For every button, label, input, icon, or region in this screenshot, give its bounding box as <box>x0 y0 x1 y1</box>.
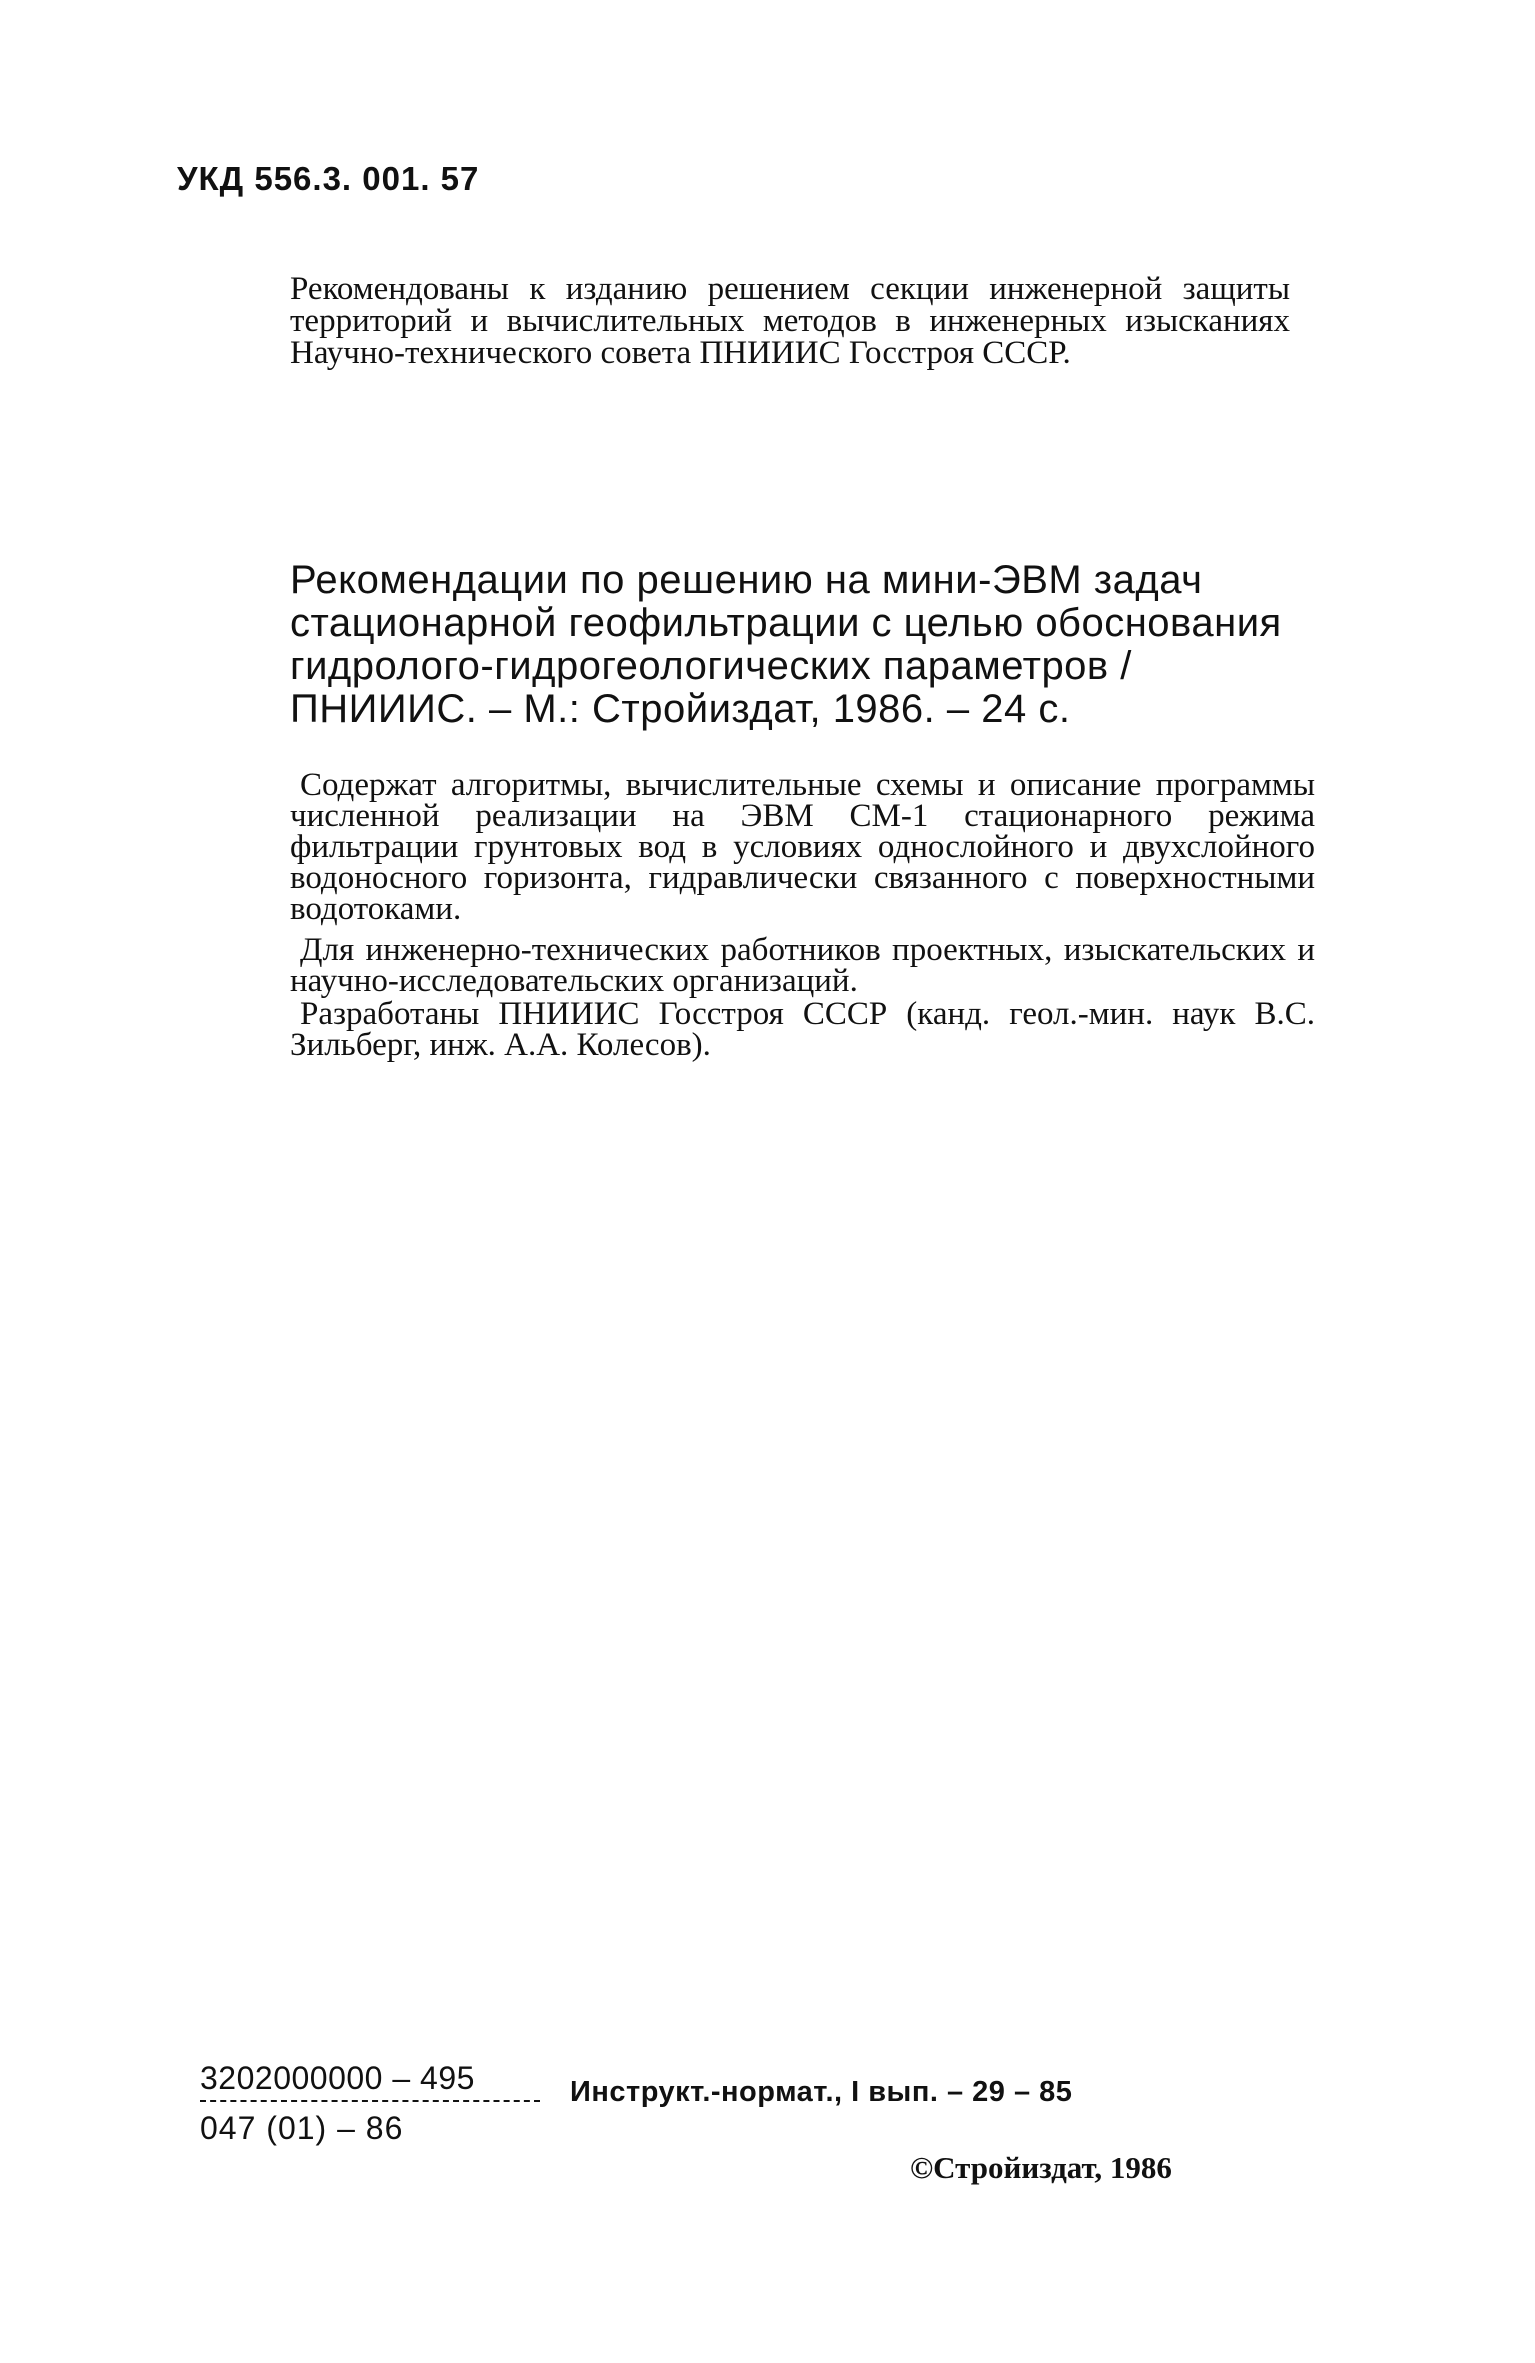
publication-code <box>200 2058 540 2148</box>
annotation <box>290 767 1315 1063</box>
copyright-notice: ©Стройиздат, 1986 <box>910 2150 1172 2185</box>
bibliographic-entry: Рекомендации по решению на мини-ЭВМ задач стационарной геофильтрации с целью обоснования гидролого-гидрогеологических параметров / ПНИИИС. – М.: Стройиздат, 1986. – 24 с. <box>290 558 1282 731</box>
approval-note: Рекомендованы к изданию решением секции инженерной защиты территорий и вычислительных методов в инженерных изысканиях Научно-технического совета ПНИИИС Госстроя СССР. <box>290 271 1290 371</box>
udk-code: УКД 556.3. 001. 57 <box>177 160 480 197</box>
annotation-audience: Для инженерно-технических работников проектных, изыскательских и научно-исследовательских организаций. <box>290 932 1315 999</box>
publication-code-numerator: 3202000000 – 495 <box>200 2058 540 2102</box>
catalog-note: Инструкт.-нормат., I вып. – 29 – 85 <box>570 2076 1073 2108</box>
annotation-contents: Содержат алгоритмы, вычислительные схемы и описание программы численной реализации на ЭВМ СМ-1 стационарного режима фильтрации грунтовых вод в условиях однослойного и двухслойного водоносного горизонта, гидравлически связанного с поверхностными водотоками. <box>290 767 1315 927</box>
publication-code-denominator: 047 (01) – 86 <box>200 2110 404 2146</box>
annotation-authors: Разработаны ПНИИИС Госстроя СССР (канд. геол.-мин. наук В.С. Зильберг, инж. А.А. Колесов). <box>290 996 1315 1063</box>
